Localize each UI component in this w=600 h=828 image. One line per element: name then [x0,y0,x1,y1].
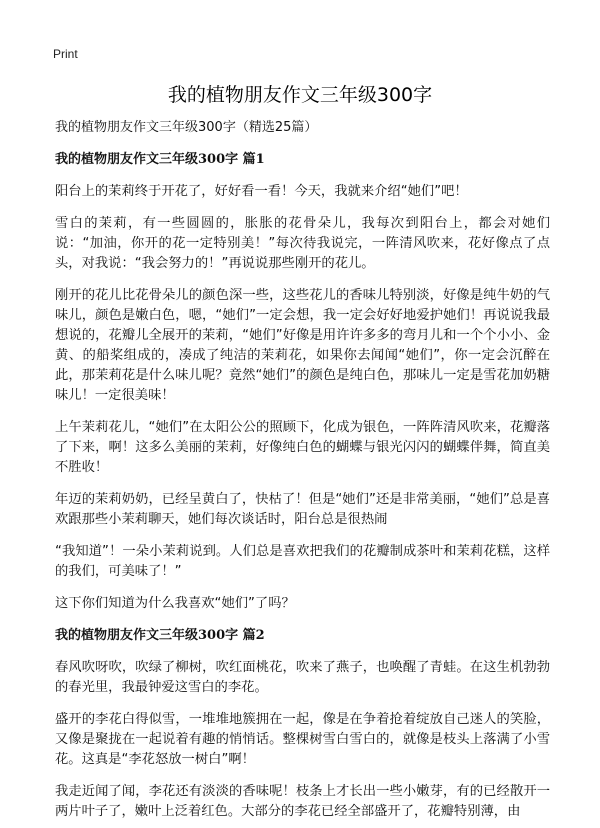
paragraph: 我走近闻了闻，李花还有淡淡的香味呢！枝条上才长出一些小嫩芽，有的已经散开一两片叶子了，嫩叶上泛着红色。大部分的李花已经全部盛开了，花瓣特别薄，由 [55,784,550,819]
print-link[interactable]: Print [53,47,78,61]
page-title: 我的植物朋友作文三年级300字 [167,84,433,106]
paragraph: 春风吹呀吹，吹绿了柳树，吹红面桃花，吹来了燕子，也唤醒了青蛙。在这生机勃勃的春光里，我最钟爱这雪白的李花。 [55,660,550,695]
section-heading: 我的植物朋友作文三年级300字 篇1 [55,152,265,167]
article-subtitle: 我的植物朋友作文三年级300字（精选25篇） [55,120,318,135]
paragraph: 盛开的李花白得似雪，一堆堆地簇拥在一起，像是在争着抢着绽放自己迷人的笑脸，又像是聚拢在一起说着有趣的悄悄话。整棵树雪白雪白的，就像是枝头上落满了小雪花。这真是“李花怒放一树白”啊！ [55,712,550,767]
section-1 [55,150,550,614]
section-heading: 我的植物朋友作文三年级300字 篇2 [55,628,265,643]
paragraph: “我知道”！一朵小茉莉说到。人们总是喜欢把我们的花瓣制成茶叶和茉莉花糕，这样的我们，可美味了！” [55,544,550,579]
section-2 [55,626,550,822]
article-body [55,118,550,828]
paragraph: 上午茉莉花儿，“她们”在太阳公公的照顾下，化成为银色，一阵阵清风吹来，花瓣落了下来，啊！这多么美丽的茉莉，好像纯白色的蝴蝶与银光闪闪的蝴蝶伴舞，简直美不胜收！ [55,420,550,475]
paragraph: 阳台上的茉莉终于开花了，好好看一看！今天，我就来介绍“她们”吧！ [55,184,468,199]
paragraph: 这下你们知道为什么我喜欢“她们”了吗？ [55,596,295,611]
paragraph: 年迈的茉莉奶奶，已经呈黄白了，快枯了！但是“她们”还是非常美丽，“她们”总是喜欢跟那些小茉莉聊天，她们每次谈话时，阳台总是很热闹 [55,492,550,527]
paragraph: 刚开的花儿比花骨朵儿的颜色深一些，这些花儿的香味儿特别淡，好像是纯牛奶的气味儿，颜色是嫩白色，嗯，“她们”一定会想，我一定会好好地爱护她们！再说说我最想说的，花瓣儿全展开的茉莉，“她们”好像是用许许多多的弯月儿和一个个小小、金黄、的船桨组成的，凑成了纯洁的茉莉花，如果你去闻闻“她们”，你一定会沉醉在此，那茉莉花是什么味儿呢？竟然“她们”的颜色是纯白色，那味儿一定是雪花加奶糖味儿！一定很美味！ [55,288,550,403]
paragraph: 雪白的茉莉，有一些圆圆的，胀胀的花骨朵儿，我每次到阳台上，都会对她们说：“加油，你开的花一定特别美！”每次待我说完，一阵清风吹来，花好像点了点头，对我说：“我会努力的！”再说说那些刚开的花儿。 [55,216,550,271]
